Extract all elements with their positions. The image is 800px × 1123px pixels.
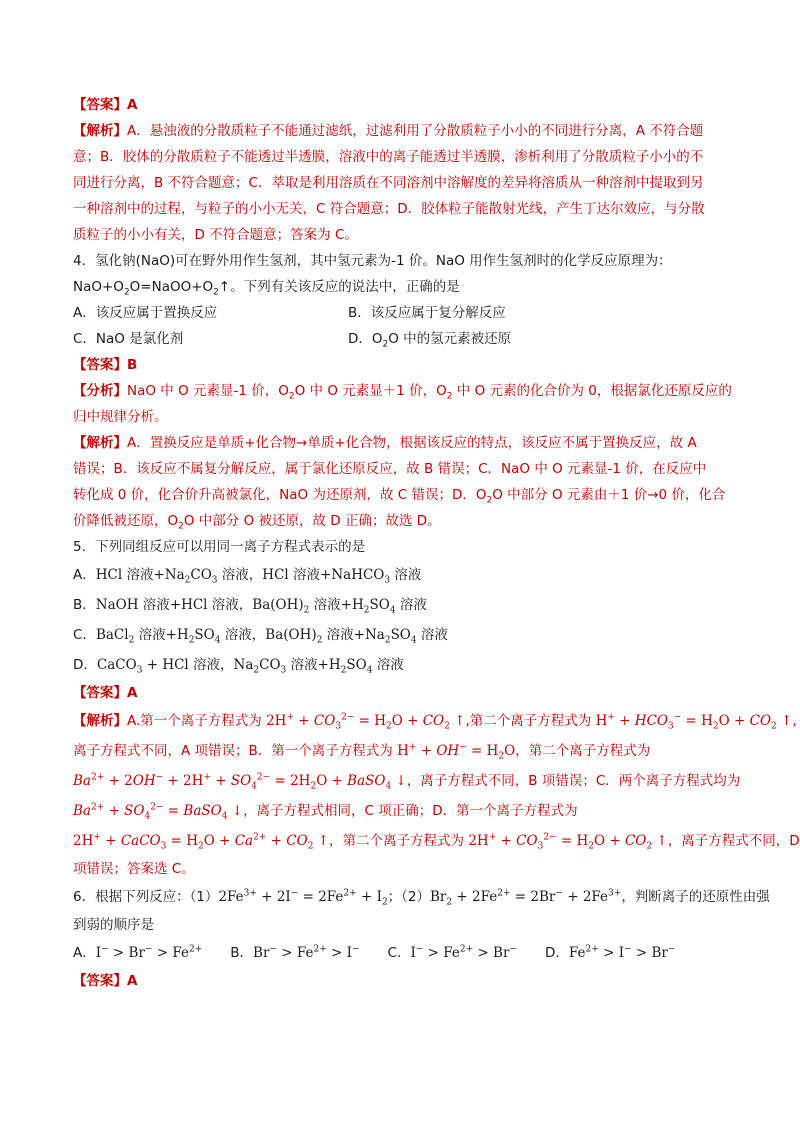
answer-label: 【答案】A <box>73 685 138 701</box>
analysis-paragraph: 错误；B．该反应不属复分解反应，属于氯化还原反应，故 B 错误；C．NaO 中 O 元素显-1 价，在反应中 <box>73 461 707 477</box>
question-4-options: C．NaO 是氯化剂 D．$O_2O$ 中的氢元素被还原 <box>73 331 512 350</box>
analysis-paragraph: 同进行分离，B 不符合题意；C．萃取是利用溶质在不同溶剂中溶解度的差异将溶质从一种溶剂中提取到另 <box>73 175 704 191</box>
analysis-paragraph: 【分析】NaO 中 O 元素显-1 价，$O_2O$ 中 O 元素显＋1 价，$O_2$ 中 O 元素的化合价为 0，根据氯化还原反应的 <box>73 383 732 402</box>
question-4-stem: $NaO+O_2O=NaOO+O_2↑$。下列有关该反应的说法中，正确的是 <box>73 279 460 298</box>
question-5-option: A．HCl 溶液$+Na_2CO_3$ 溶液，HCl 溶液+NaHCO$_3$ 溶液 <box>73 567 422 586</box>
analysis-paragraph: 离子方程式不同，A 项错误；B．第一个离子方程式为 $H^+ + OH^- = H_2O$，第二个离子方程式为 <box>73 742 651 762</box>
question-4-stem: 4．氢化钠(NaO)可在野外用作生氢剂，其中氢元素为-1 价。NaO 用作生氢剂时的化学反应原理为： <box>73 253 672 269</box>
question-5-option: B．NaOH 溶液+HCl 溶液，$Ba(OH)_2$ 溶液$+H_2SO_4$ 溶液 <box>73 597 427 616</box>
question-5-option: D．CaCO$_3$ + HCl 溶液，$Na_2CO_3$ 溶液$+H_2SO_4$ 溶液 <box>73 657 404 676</box>
analysis-paragraph: 一种溶剂中的过程，与粒子的小小无关，C 符合题意；D．胶体粒子能散射光线，产生丁达尔效应，与分散 <box>73 201 705 217</box>
analysis-paragraph: $Ba^{2+} + 2OH^- + 2H^+ + SO_4^{2-} = 2H_2O$ + BaSO$_4$ ↓，离子方程式不同，B 项错误；C．两个离子方程式均为 <box>73 772 741 792</box>
analysis-paragraph: 【解析】A.第一个离子方程式为 $2H^+ + CO_3^{2-} = H_2O + CO_2$ ↑,第二个离子方程式为 $H^+ + HCO_3^- = H_2O + CO_2$ ↑, <box>73 712 797 732</box>
analysis-paragraph: 意；B．胶体的分散质粒子不能透过半透膜，溶液中的离子能透过半透膜，渗析利用了分散质粒子小小的不 <box>73 149 704 165</box>
question-6-options: A．$I^- > Br^- > Fe^{2+}$ B．$Br^- > Fe^{2+} > I^-$ C．$I^- > Fe^{2+} > Br^-$ D．$Fe^{2+} > I^- > Br^-$ <box>73 944 676 961</box>
analysis-paragraph: 转化成 0 价，化合价升高被氯化，NaO 为还原剂，故 C 错误；D．$O_2O$ 中部分 O 元素由＋1 价→0 价，化合 <box>73 487 726 506</box>
question-4-options: A．该反应属于置换反应 B．该反应属于复分解反应 <box>73 305 506 321</box>
question-6-stem: 6．根据下列反应：$(1)2Fe^{3+} + 2I^- = 2Fe^{2+} + I_2$；$(2)Br_2 + 2Fe^{2+} = 2Br^- + 2Fe^{3+}$，判断离子的还原性由强 <box>73 888 770 908</box>
question-5-option: C．BaCl$_2$ 溶液$+H_2SO_4$ 溶液，$Ba(OH)_2$ 溶液$+Na_2SO_4$ 溶液 <box>73 627 448 646</box>
question-6-stem: 到弱的顺序是 <box>73 917 154 933</box>
analysis-paragraph: 归中规律分析。 <box>73 409 168 425</box>
analysis-paragraph: 项错误；答案选 C。 <box>73 861 195 877</box>
analysis-paragraph: 价降低被还原，$O_2O$ 中部分 O 被还原，故 D 正确；故选 D。 <box>73 513 441 532</box>
analysis-paragraph: 【解析】A．置换反应是单质+化合物→单质+化合物，根据该反应的特点，该反应不属于置换反应，故 A <box>73 435 697 451</box>
answer-label: 【答案】A <box>73 97 138 113</box>
document-page <box>73 92 800 994</box>
answer-label: 【答案】A <box>73 973 138 989</box>
answer-label: 【答案】B <box>73 357 138 373</box>
analysis-paragraph: 2H+ + CaCO$_3$ = $H_2O + Ca^{2+} + CO_2$ ↑，第二个离子方程式为 $2H^+ + CO_3^{2-} = H_2O + CO_2$ ↑，离子方程式不同，D <box>73 832 800 852</box>
analysis-paragraph: 质粒子的小小有关，D 不符合题意；答案为 C。 <box>73 227 358 243</box>
analysis-paragraph: 【解析】A．悬浊液的分散质粒子不能通过滤纸，过滤利用了分散质粒子小小的不同进行分离，A 不符合题 <box>73 123 704 139</box>
question-5-stem: 5．下列同组反应可以用同一离子方程式表示的是 <box>73 539 366 555</box>
analysis-paragraph: $Ba^{2+} + SO_4^{2-}$ = BaSO$_4$ ↓，离子方程式相同，C 项正确；D．第一个离子方程式为 <box>73 802 578 822</box>
